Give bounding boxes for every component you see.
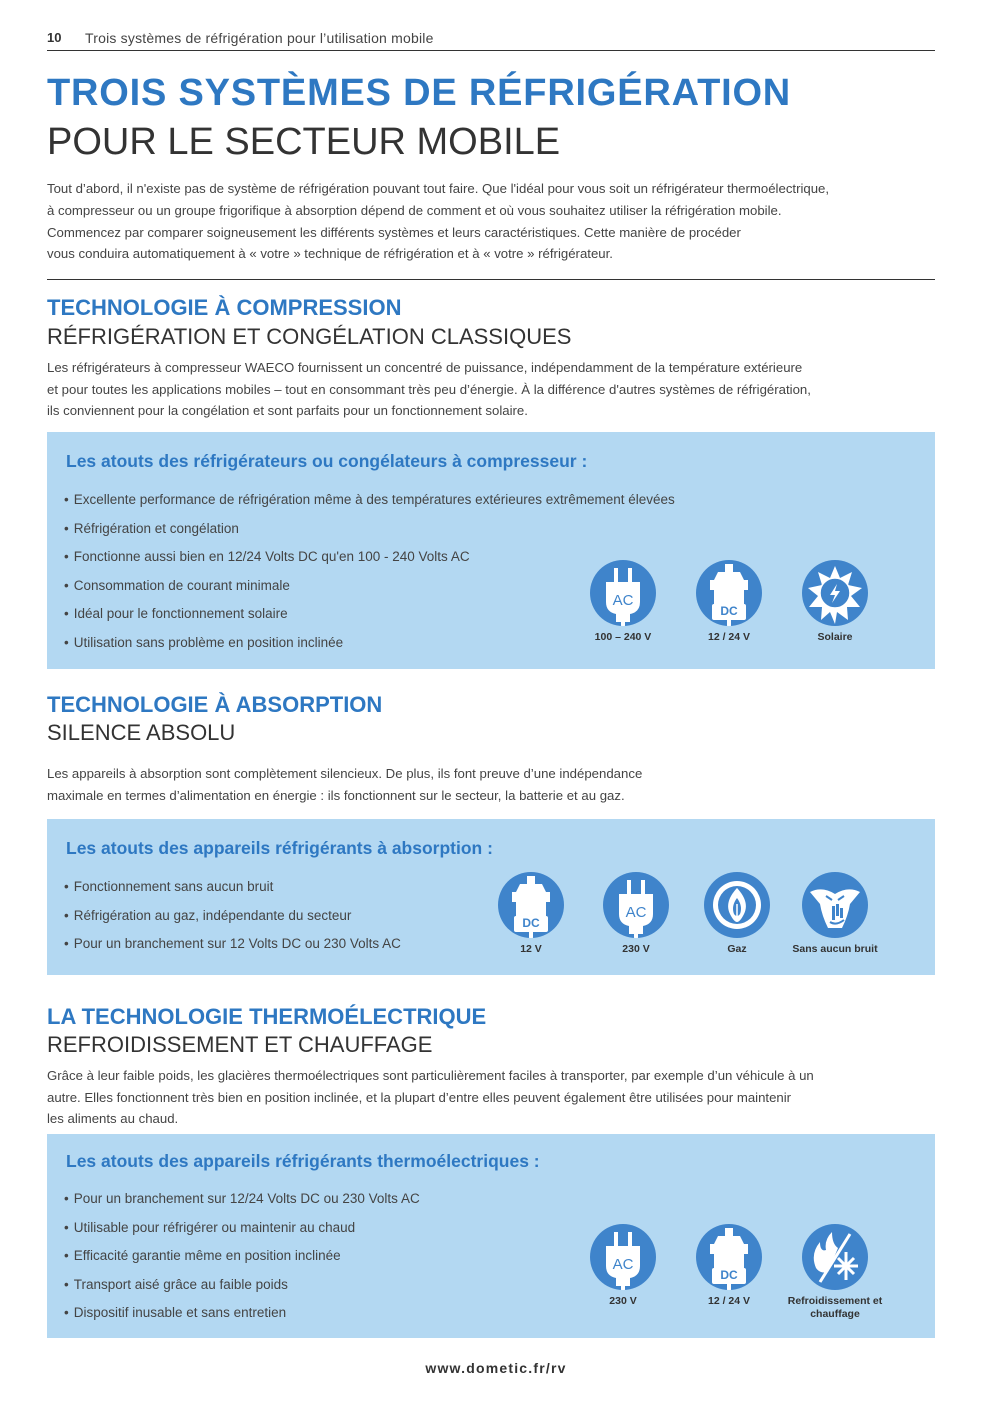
ac-plug-icon	[590, 1224, 656, 1290]
list-item: • Consommation de courant minimale	[64, 578, 675, 607]
icon-glyph-text: AC	[612, 592, 634, 609]
section-body-absorption	[47, 763, 642, 806]
feature-dc	[674, 1224, 784, 1308]
feature-dc	[476, 872, 586, 956]
list-item: • Réfrigération et congélation	[64, 521, 675, 550]
body-line: les aliments au chaud.	[47, 1111, 179, 1126]
icon-label: Gaz	[727, 943, 747, 955]
icon-label-line: chauffage	[810, 1308, 860, 1320]
page-number: 10	[47, 30, 62, 45]
icon-glyph-text: AC	[612, 1256, 634, 1273]
section-body-compression	[47, 357, 811, 422]
icon-label: 12 / 24 V	[707, 1295, 751, 1307]
list-item: • Efficacité garantie même en position inclinée	[64, 1248, 420, 1277]
dc-plug-icon	[498, 872, 564, 938]
feature-ac	[568, 1224, 678, 1308]
advantages-list	[64, 1191, 420, 1334]
feature-ac	[581, 872, 691, 956]
footer-url[interactable]: www.dometic.fr/rv	[425, 1360, 567, 1376]
icon-label: Solaire	[817, 631, 853, 643]
body-line: Les réfrigérateurs à compresseur WAECO fournissent un concentré de puissance, indépendamment de la température extérieure	[47, 360, 803, 375]
box-title: Les atouts des appareils réfrigérants thermoélectriques :	[66, 1151, 540, 1171]
ac-plug-icon	[603, 872, 669, 938]
section-subtitle-absorption: SILENCE ABSOLU	[47, 720, 236, 745]
divider	[47, 279, 935, 280]
icon-label: 230 V	[622, 943, 650, 955]
box-title: Les atouts des appareils réfrigérants à absorption :	[66, 838, 493, 858]
feature-dc	[674, 560, 784, 644]
list-item: • Utilisation sans problème en position inclinée	[64, 635, 675, 664]
body-line: et pour toutes les applications mobiles – tout en consommant très peu d’énergie. À la différence d'autres systèmes de réfrigération,	[47, 381, 811, 397]
section-body-thermoelectric	[47, 1065, 814, 1130]
body-line: Grâce à leur faible poids, les glacières thermoélectriques sont particulièrement faciles à transporter, par exemple d’un véhicule à un	[47, 1068, 814, 1083]
list-item: • Excellente performance de réfrigération même à des températures extérieures extrêmement élevées	[64, 492, 675, 521]
icon-label-line: Refroidissement et	[787, 1295, 883, 1307]
icon-glyph-text: DC	[720, 1268, 738, 1282]
icon-glyph-text: DC	[720, 604, 738, 618]
icon-label: 100 – 240 V	[594, 631, 652, 643]
list-item: • Pour un branchement sur 12 Volts DC ou 230 Volts AC	[64, 936, 401, 965]
feature-ac	[568, 560, 678, 644]
feature-heat-cool	[775, 1224, 895, 1321]
solar-icon	[802, 560, 868, 626]
advantages-box-compression	[47, 432, 935, 669]
icon-label: 230 V	[609, 1295, 637, 1307]
list-item: • Idéal pour le fonctionnement solaire	[64, 606, 675, 635]
icon-label: 12 / 24 V	[707, 631, 751, 643]
section-title-compression: TECHNOLOGIE À COMPRESSION	[47, 295, 402, 320]
list-item: • Fonctionnement sans aucun bruit	[64, 879, 401, 908]
list-item: • Pour un branchement sur 12/24 Volts DC ou 230 Volts AC	[64, 1191, 420, 1220]
list-item: • Dispositif inusable et sans entretien	[64, 1305, 420, 1334]
section-subtitle-compression: RÉFRIGÉRATION ET CONGÉLATION CLASSIQUES	[47, 324, 572, 349]
list-item: • Utilisable pour réfrigérer ou maintenir au chaud	[64, 1220, 420, 1249]
gas-flame-icon	[704, 872, 770, 938]
section-title-thermoelectric: LA TECHNOLOGIE THERMOÉLECTRIQUE	[47, 1004, 487, 1029]
advantages-box-thermoelectric	[47, 1134, 935, 1338]
dc-plug-icon	[696, 560, 762, 626]
list-item: • Transport aisé grâce au faible poids	[64, 1277, 420, 1306]
icon-label: 12 V	[520, 943, 542, 955]
feature-gas	[682, 872, 792, 956]
body-line: Les appareils à absorption sont complètement silencieux. De plus, ils font preuve d’une indépendance	[47, 766, 643, 781]
feature-solar	[780, 560, 890, 644]
ac-plug-icon	[590, 560, 656, 626]
silence-icon	[802, 872, 868, 938]
dc-plug-icon	[696, 1224, 762, 1290]
box-title: Les atouts des réfrigérateurs ou congélateurs à compresseur :	[66, 451, 588, 471]
intro-line: Tout d’abord, il n'existe pas de système de réfrigération pouvant tout faire. Que l'idéal pour vous soit un réfrigérateur thermoélectrique,	[47, 181, 830, 196]
body-line: ils conviennent pour la congélation et sont parfaits pour un fonctionnement solaire.	[47, 403, 528, 418]
page-subtitle: POUR LE SECTEUR MOBILE	[47, 121, 561, 163]
advantages-box-absorption	[47, 819, 935, 975]
icon-label: Sans aucun bruit	[792, 943, 878, 955]
section-title-absorption: TECHNOLOGIE À ABSORPTION	[47, 692, 383, 717]
body-line: autre. Elles fonctionnent très bien en position inclinée, et la plupart d’entre elles peuvent également être utilisées pour maintenir	[47, 1089, 792, 1105]
intro-line: vous conduira automatiquement à « votre » technique de réfrigération et à « votre » réfrigérateur.	[47, 246, 613, 262]
advantages-list	[64, 879, 401, 965]
list-item: • Fonctionne aussi bien en 12/24 Volts DC qu'en 100 - 240 Volts AC	[64, 549, 675, 578]
body-line: maximale en termes d’alimentation en énergie : ils fonctionnent sur le secteur, la batterie et au gaz.	[47, 787, 625, 803]
feature-silence	[780, 872, 890, 956]
icon-glyph-text: AC	[625, 904, 647, 921]
intro-line: à compresseur ou un groupe frigorifique à absorption dépend de comment et où vous souhaitez utiliser la réfrigération mobile.	[47, 202, 782, 218]
list-item: • Réfrigération au gaz, indépendante du secteur	[64, 908, 401, 937]
heat-cool-icon	[802, 1224, 868, 1290]
intro-line: Commencez par comparer soigneusement les différents systèmes et leurs caractéristiques. Cette manière de procéder	[47, 224, 741, 240]
icon-label	[775, 1295, 895, 1321]
section-subtitle-thermoelectric: REFROIDISSEMENT ET CHAUFFAGE	[47, 1032, 433, 1057]
running-title: Trois systèmes de réfrigération pour l’utilisation mobile	[85, 30, 434, 46]
page-header	[47, 28, 935, 51]
icon-glyph-text: DC	[522, 916, 540, 930]
intro-paragraph	[47, 178, 947, 265]
page-title: TROIS SYSTÈMES DE RÉFRIGÉRATION	[47, 72, 792, 114]
